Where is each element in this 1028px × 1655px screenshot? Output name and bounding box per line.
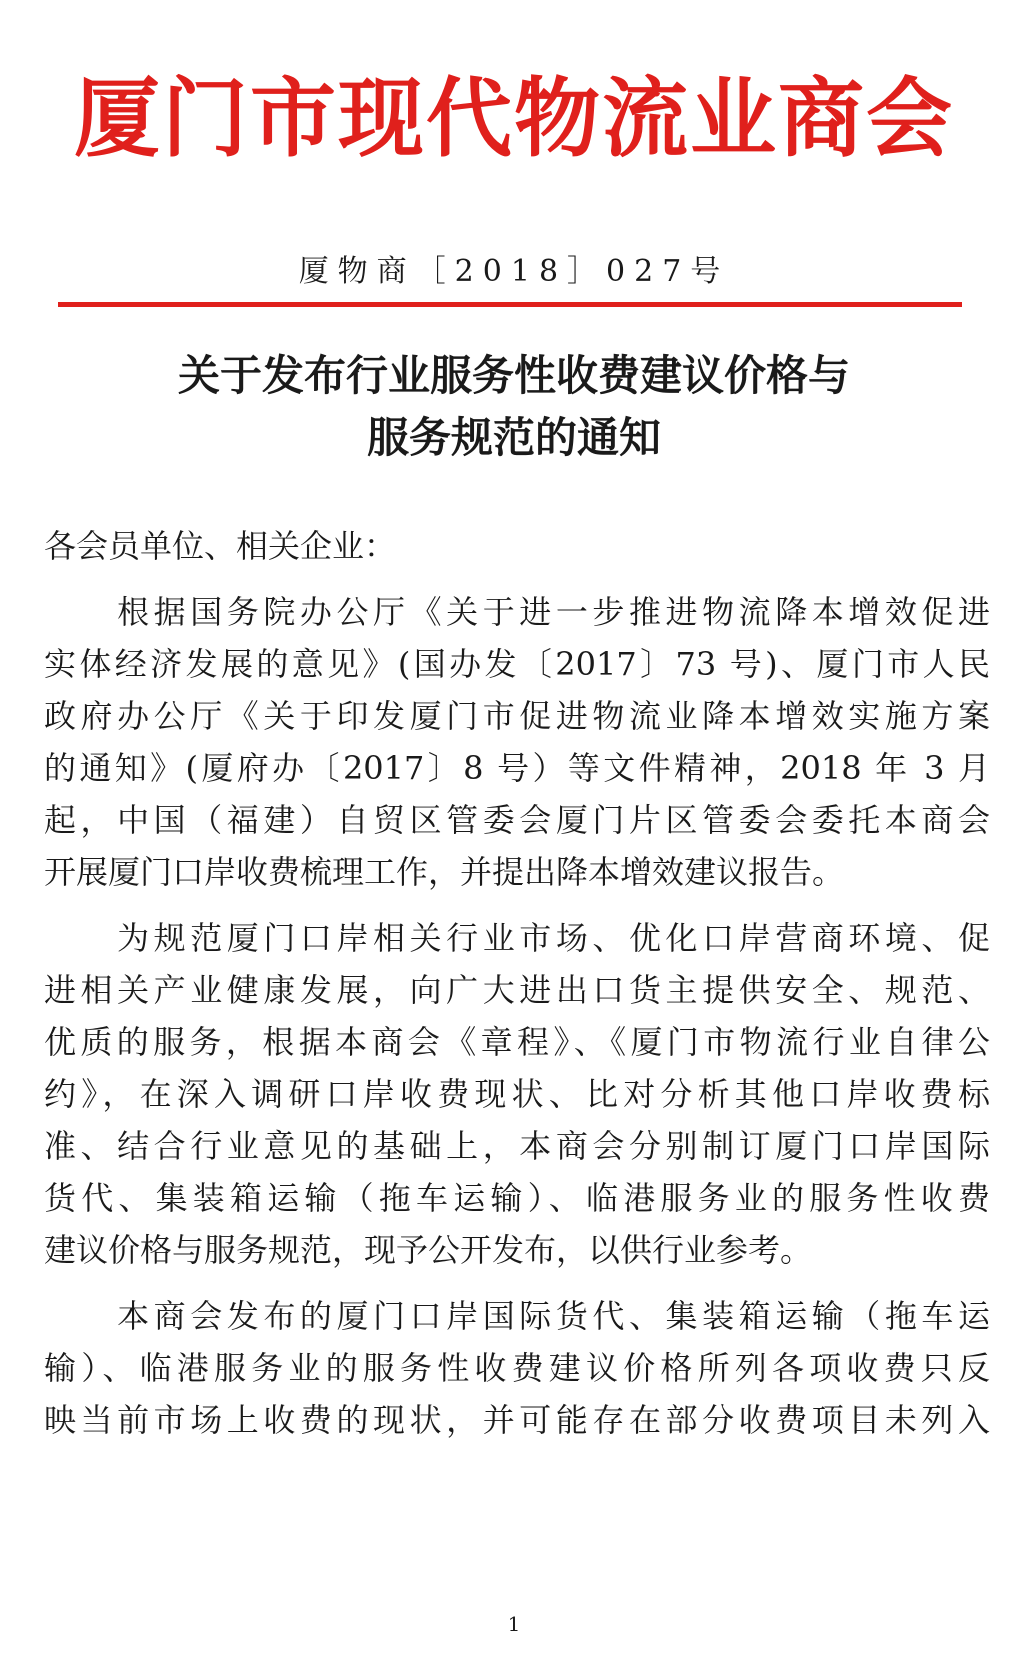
document-body [44,520,990,1446]
red-divider [58,302,962,307]
paragraph-line: 开展厦门口岸收费梳理工作，并提出降本增效建议报告。 [44,853,845,891]
salutation: 各会员单位、相关企业： [44,527,397,565]
paragraph-line: 实体经济发展的意见》(国办发〔2017〕73 号)、厦门市人民 [44,645,990,683]
document-title-line-1: 关于发布行业服务性收费建议价格与 [177,351,850,400]
paragraph-line: 约》，在深入调研口岸收费现状、比对分析其他口岸收费标 [44,1075,990,1113]
document-title-line-2: 服务规范的通知 [366,413,661,462]
paragraph-line: 输）、临港服务业的服务性收费建议价格所列各项收费只反 [44,1349,990,1387]
document-title [0,345,1028,469]
paragraph-line: 建议价格与服务规范，现予公开发布，以供行业参考。 [44,1231,813,1269]
paragraph-1 [44,586,990,898]
paragraph-line: 映当前市场上收费的现状，并可能存在部分收费项目未列入 [44,1401,990,1439]
paragraph-2 [44,912,990,1276]
paragraph-line: 准、结合行业意见的基础上，本商会分别制订厦门口岸国际 [44,1127,990,1165]
document-number: 厦物商［2018］027号 [298,254,730,289]
paragraph-line: 货代、集装箱运输（拖车运输）、临港服务业的服务性收费 [44,1179,990,1217]
paragraph-line: 本商会发布的厦门口岸国际货代、集装箱运输（拖车运 [44,1297,990,1335]
page-number: 1 [507,1612,521,1636]
paragraph-line: 政府办公厅《关于印发厦门市促进物流业降本增效实施方案 [44,697,990,735]
paragraph-line: 为规范厦门口岸相关行业市场、优化口岸营商环境、促 [44,919,990,957]
paragraph-line: 起，中国（福建）自贸区管委会厦门片区管委会委托本商会 [44,801,990,839]
paragraph-line: 优质的服务，根据本商会《章程》、《厦门市物流行业自律公 [44,1023,990,1061]
paragraph-line: 进相关产业健康发展，向广大进出口货主提供安全、规范、 [44,971,990,1009]
organization-header: 厦门市现代物流业商会 [74,68,954,169]
paragraph-line: 根据国务院办公厅《关于进一步推进物流降本增效促进 [44,593,990,631]
paragraph-3 [44,1290,990,1446]
paragraph-line: 的通知》(厦府办〔2017〕8 号）等文件精神，2018 年 3 月 [44,749,990,787]
